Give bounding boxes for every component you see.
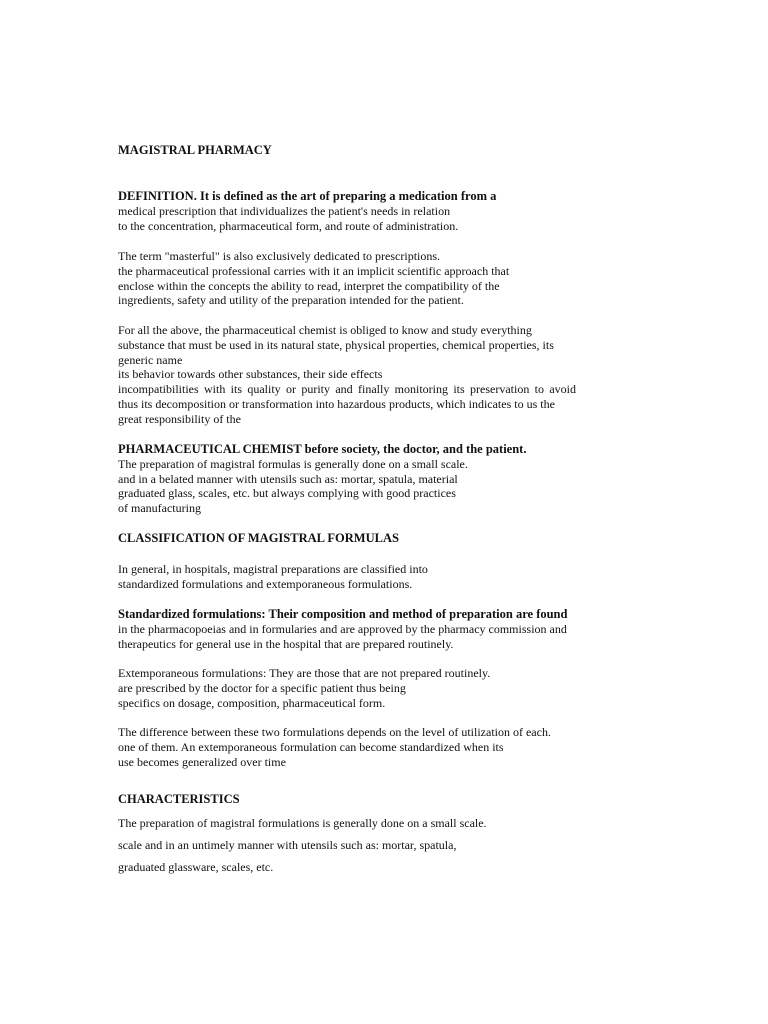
masterful-line: enclose within the concepts the ability to read, interpret the compatibility of the — [118, 278, 500, 293]
extemporaneous-line: specifics on dosage, composition, pharmaceutical form. — [118, 695, 386, 710]
standardized-paragraph — [118, 607, 588, 651]
society-line: and in a belated manner with utensils such as: mortar, spatula, material — [118, 471, 458, 486]
chemist-line: For all the above, the pharmaceutical chemist is obliged to know and study everything — [118, 323, 532, 337]
document-title: MAGISTRAL PHARMACY — [118, 143, 272, 157]
characteristics-line: The preparation of magistral formulations is generally done on a small scale. — [118, 816, 487, 830]
chemist-line: generic name — [118, 352, 183, 367]
definition-paragraph — [118, 189, 588, 233]
chemist-paragraph — [118, 323, 588, 427]
extemporaneous-paragraph — [118, 666, 588, 710]
masterful-line: the pharmaceutical professional carries with it an implicit scientific approach that — [118, 263, 510, 278]
definition-lead: DEFINITION. It is defined as the art of preparing a medication from a — [118, 189, 497, 203]
characteristics-line-block — [118, 860, 588, 875]
difference-line: one of them. An extemporaneous formulation can become standardized when its — [118, 739, 504, 754]
classification-heading-block — [118, 531, 588, 546]
masterful-line: ingredients, safety and utility of the preparation intended for the patient. — [118, 293, 464, 308]
standardized-line: in the pharmacopoeias and in formularies and are approved by the pharmacy commission and — [118, 621, 567, 636]
classification-heading: CLASSIFICATION OF MAGISTRAL FORMULAS — [118, 531, 399, 545]
characteristics-heading-block — [118, 792, 588, 807]
characteristics-heading: CHARACTERISTICS — [118, 792, 240, 806]
difference-line: The difference between these two formulations depends on the level of utilization of each. — [118, 725, 551, 739]
classification-intro — [118, 562, 588, 592]
standardized-line: therapeutics for general use in the hospital that are prepared routinely. — [118, 636, 454, 651]
chemist-line: thus its decomposition or transformation into hazardous products, which indicates to us the — [118, 396, 555, 411]
classification-intro-line: standardized formulations and extemporaneous formulations. — [118, 576, 413, 591]
difference-paragraph — [118, 725, 588, 769]
society-lead: PHARMACEUTICAL CHEMIST before society, the doctor, and the patient. — [118, 442, 527, 456]
characteristics-line-block — [118, 816, 588, 831]
definition-line: to the concentration, pharmaceutical form, and route of administration. — [118, 218, 459, 233]
classification-intro-line: In general, in hospitals, magistral preparations are classified into — [118, 562, 428, 576]
society-line: The preparation of magistral formulas is generally done on a small scale. — [118, 456, 468, 471]
difference-line: use becomes generalized over time — [118, 754, 286, 769]
standardized-lead: Standardized formulations: Their composition and method of preparation are found — [118, 607, 568, 621]
chemist-line: great responsibility of the — [118, 411, 241, 426]
society-paragraph — [118, 442, 588, 516]
extemporaneous-line: are prescribed by the doctor for a specific patient thus being — [118, 680, 406, 695]
society-line: graduated glass, scales, etc. but always complying with good practices — [118, 486, 456, 501]
chemist-line: substance that must be used in its natural state, physical properties, chemical properties, its — [118, 337, 554, 352]
masterful-paragraph — [118, 249, 588, 308]
characteristics-line: scale and in an untimely manner with utensils such as: mortar, spatula, — [118, 838, 457, 852]
masterful-line: The term "masterful" is also exclusively dedicated to prescriptions. — [118, 249, 441, 263]
society-line: of manufacturing — [118, 501, 201, 516]
characteristics-line-block — [118, 838, 588, 853]
chemist-justified-line: incompatibilities with its quality or purity and finally monitoring its preservation to avoid — [118, 382, 576, 397]
chemist-line: its behavior towards other substances, their side effects — [118, 367, 383, 382]
characteristics-line: graduated glassware, scales, etc. — [118, 860, 274, 874]
extemporaneous-line: Extemporaneous formulations: They are those that are not prepared routinely. — [118, 666, 491, 680]
definition-line: medical prescription that individualizes the patient's needs in relation — [118, 203, 451, 218]
document-title-block — [118, 143, 588, 158]
